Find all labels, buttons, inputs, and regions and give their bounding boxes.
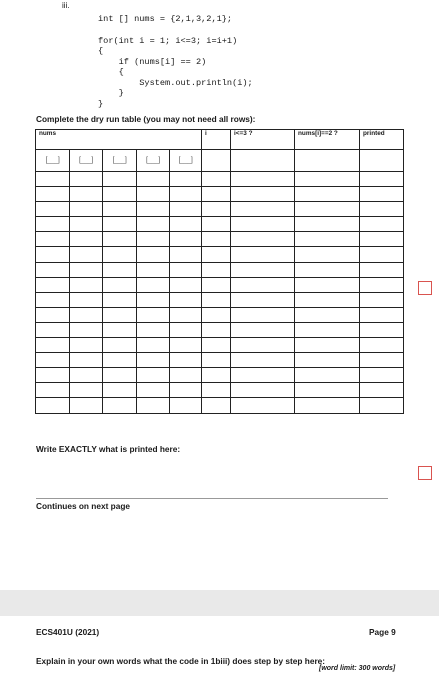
table-cell[interactable]	[70, 262, 103, 277]
table-cell[interactable]	[70, 217, 103, 232]
table-cell[interactable]	[360, 187, 404, 202]
table-cell[interactable]	[360, 398, 404, 413]
table-cell[interactable]	[70, 247, 103, 262]
table-cell[interactable]	[202, 353, 231, 368]
page-number: Page 9	[369, 627, 396, 637]
table-cell[interactable]	[103, 187, 137, 202]
table-cell[interactable]	[295, 247, 360, 262]
table-cell[interactable]	[231, 232, 295, 247]
table-cell[interactable]	[103, 247, 137, 262]
table-cell[interactable]	[137, 277, 170, 292]
table-cell[interactable]	[170, 172, 202, 187]
code-line: int [] nums = {2,1,3,2,1};	[98, 14, 233, 24]
table-cell[interactable]	[231, 150, 295, 172]
table-cell[interactable]	[103, 217, 137, 232]
table-cell[interactable]	[295, 398, 360, 413]
explain-prompt: Explain in your own words what the code in 1biii) does step by step here:	[36, 656, 326, 666]
table-cell[interactable]	[137, 353, 170, 368]
table-cell[interactable]	[170, 353, 202, 368]
code-line: }	[98, 99, 104, 109]
table-cell[interactable]	[360, 353, 404, 368]
table-cell[interactable]	[103, 307, 137, 322]
table-cell[interactable]	[170, 322, 202, 337]
table-cell[interactable]	[103, 322, 137, 337]
table-cell[interactable]	[170, 292, 202, 307]
table-cell[interactable]	[202, 277, 231, 292]
code-line: {	[98, 67, 124, 77]
answer-checkbox[interactable]	[418, 466, 432, 480]
answer-line[interactable]	[36, 498, 388, 499]
table-cell[interactable]	[202, 368, 231, 383]
table-row	[36, 187, 404, 202]
table-cell[interactable]	[103, 277, 137, 292]
table-cell[interactable]	[170, 202, 202, 217]
table-cell[interactable]	[70, 322, 103, 337]
table-cell[interactable]	[202, 187, 231, 202]
table-cell[interactable]	[36, 322, 70, 337]
table-cell[interactable]	[70, 353, 103, 368]
table-cell[interactable]	[202, 232, 231, 247]
table-cell[interactable]	[36, 353, 70, 368]
table-cell[interactable]	[70, 277, 103, 292]
table-cell[interactable]	[202, 150, 231, 172]
table-cell[interactable]	[295, 232, 360, 247]
table-cell[interactable]	[231, 292, 295, 307]
table-cell[interactable]	[70, 383, 103, 398]
table-cell[interactable]	[170, 338, 202, 353]
table-cell[interactable]	[231, 368, 295, 383]
table-cell[interactable]	[137, 292, 170, 307]
table-cell[interactable]	[295, 338, 360, 353]
table-cell[interactable]	[170, 307, 202, 322]
table-cell[interactable]	[231, 383, 295, 398]
table-cell[interactable]	[103, 292, 137, 307]
code-line: for(int i = 1; i<=3; i=i+1)	[98, 36, 238, 46]
table-cell[interactable]	[103, 368, 137, 383]
code-line: if (nums[i] == 2)	[98, 57, 207, 67]
table-cell[interactable]	[295, 150, 360, 172]
table-cell[interactable]	[360, 322, 404, 337]
table-cell[interactable]	[170, 383, 202, 398]
table-cell[interactable]	[231, 187, 295, 202]
table-cell[interactable]	[202, 262, 231, 277]
table-cell[interactable]	[36, 338, 70, 353]
table-cell[interactable]	[295, 383, 360, 398]
table-cell[interactable]	[202, 307, 231, 322]
table-row	[36, 262, 404, 277]
table-cell[interactable]	[295, 262, 360, 277]
table-cell[interactable]	[36, 232, 70, 247]
table-cell[interactable]	[137, 338, 170, 353]
table-cell[interactable]	[137, 247, 170, 262]
table-cell[interactable]	[295, 277, 360, 292]
index-cell[interactable]	[36, 150, 70, 172]
table-cell[interactable]	[202, 338, 231, 353]
table-cell[interactable]	[103, 383, 137, 398]
table-cell[interactable]	[137, 307, 170, 322]
table-cell[interactable]	[70, 338, 103, 353]
header-condition: i<=3 ?	[231, 130, 295, 150]
table-cell[interactable]	[202, 383, 231, 398]
table-cell[interactable]	[202, 398, 231, 413]
index-box: [___]	[45, 157, 60, 164]
table-cell[interactable]	[170, 262, 202, 277]
table-cell[interactable]	[137, 262, 170, 277]
table-cell[interactable]	[103, 262, 137, 277]
table-cell[interactable]	[36, 368, 70, 383]
table-cell[interactable]	[170, 277, 202, 292]
table-cell[interactable]	[295, 353, 360, 368]
table-cell[interactable]	[103, 172, 137, 187]
table-cell[interactable]	[70, 202, 103, 217]
table-cell[interactable]	[170, 368, 202, 383]
index-box: [___]	[78, 157, 94, 164]
table-cell[interactable]	[170, 187, 202, 202]
table-cell[interactable]	[360, 292, 404, 307]
header-nums: nums	[36, 130, 202, 150]
continues-note: Continues on next page	[36, 501, 131, 511]
code-line: System.out.println(i);	[98, 78, 253, 88]
table-cell[interactable]	[295, 292, 360, 307]
table-cell[interactable]	[36, 307, 70, 322]
table-cell[interactable]	[295, 322, 360, 337]
table-cell[interactable]	[36, 398, 70, 413]
index-cell[interactable]	[103, 150, 137, 172]
table-cell[interactable]	[231, 307, 295, 322]
dry-run-instruction: Complete the dry run table (you may not need all rows):	[36, 114, 256, 124]
table-row	[36, 353, 404, 368]
table-cell[interactable]	[36, 247, 70, 262]
table-row	[36, 172, 404, 187]
header-if-check: nums[i]==2 ?	[295, 130, 360, 150]
table-cell[interactable]	[295, 202, 360, 217]
table-cell[interactable]	[36, 262, 70, 277]
table-cell[interactable]	[70, 292, 103, 307]
table-cell[interactable]	[231, 172, 295, 187]
table-row	[36, 232, 404, 247]
question-number: iii.	[62, 1, 70, 10]
table-cell[interactable]	[70, 172, 103, 187]
table-cell[interactable]	[295, 368, 360, 383]
table-cell[interactable]	[231, 338, 295, 353]
table-cell[interactable]	[360, 338, 404, 353]
table-cell[interactable]	[202, 217, 231, 232]
table-row	[36, 368, 404, 383]
table-cell[interactable]	[202, 202, 231, 217]
table-cell[interactable]	[202, 172, 231, 187]
header-printed: printed	[360, 130, 404, 150]
table-cell[interactable]	[36, 292, 70, 307]
table-cell[interactable]	[170, 217, 202, 232]
table-cell[interactable]	[170, 232, 202, 247]
table-row	[36, 217, 404, 232]
table-cell[interactable]	[231, 247, 295, 262]
table-cell[interactable]	[360, 202, 404, 217]
table-row	[36, 307, 404, 322]
index-cell[interactable]	[70, 150, 103, 172]
table-cell[interactable]	[137, 368, 170, 383]
table-cell[interactable]	[360, 368, 404, 383]
table-cell[interactable]	[137, 172, 170, 187]
table-cell[interactable]	[360, 383, 404, 398]
table-cell[interactable]	[231, 398, 295, 413]
table-cell[interactable]	[70, 232, 103, 247]
table-cell[interactable]	[360, 217, 404, 232]
table-row	[36, 202, 404, 217]
printed-output-label: Write EXACTLY what is printed here:	[36, 444, 181, 454]
table-cell[interactable]	[70, 187, 103, 202]
table-cell[interactable]	[36, 217, 70, 232]
table-cell[interactable]	[36, 172, 70, 187]
table-cell[interactable]	[36, 202, 70, 217]
table-cell[interactable]	[231, 277, 295, 292]
table-cell[interactable]	[295, 187, 360, 202]
word-limit: [word limit: 300 words]	[319, 665, 396, 672]
table-cell[interactable]	[360, 262, 404, 277]
index-row	[36, 150, 404, 172]
table-cell[interactable]	[170, 398, 202, 413]
table-cell[interactable]	[202, 322, 231, 337]
table-cell[interactable]	[103, 398, 137, 413]
course-code: ECS401U (2021)	[36, 627, 100, 637]
table-cell[interactable]	[137, 187, 170, 202]
table-cell[interactable]	[103, 338, 137, 353]
table-cell[interactable]	[36, 277, 70, 292]
table-cell[interactable]	[70, 398, 103, 413]
table-row	[36, 383, 404, 398]
table-cell[interactable]	[360, 277, 404, 292]
table-row	[36, 292, 404, 307]
table-cell[interactable]	[360, 172, 404, 187]
dry-run-table	[35, 129, 404, 414]
table-cell[interactable]	[137, 398, 170, 413]
table-cell[interactable]	[231, 202, 295, 217]
table-cell[interactable]	[70, 368, 103, 383]
code-line: }	[98, 88, 124, 98]
table-cell[interactable]	[170, 247, 202, 262]
table-row	[36, 247, 404, 262]
table-cell[interactable]	[295, 307, 360, 322]
table-cell[interactable]	[295, 217, 360, 232]
table-cell[interactable]	[360, 247, 404, 262]
table-header-row	[36, 130, 404, 150]
index-box: [___]	[178, 157, 193, 164]
answer-checkbox[interactable]	[418, 281, 432, 295]
table-cell[interactable]	[202, 292, 231, 307]
table-cell[interactable]	[103, 202, 137, 217]
table-cell[interactable]	[36, 383, 70, 398]
index-cell[interactable]	[170, 150, 202, 172]
table-row	[36, 322, 404, 337]
table-cell[interactable]	[137, 232, 170, 247]
table-cell[interactable]	[103, 353, 137, 368]
table-cell[interactable]	[231, 217, 295, 232]
table-cell[interactable]	[70, 307, 103, 322]
header-i: i	[202, 130, 231, 150]
table-cell[interactable]	[231, 322, 295, 337]
table-cell[interactable]	[137, 383, 170, 398]
code-line: {	[98, 46, 104, 56]
index-box: [___]	[145, 157, 161, 164]
table-cell[interactable]	[36, 187, 70, 202]
index-box: [___]	[112, 157, 127, 164]
table-cell[interactable]	[360, 307, 404, 322]
table-cell[interactable]	[103, 232, 137, 247]
index-cell[interactable]	[137, 150, 170, 172]
table-cell[interactable]	[137, 217, 170, 232]
table-cell[interactable]	[231, 262, 295, 277]
table-cell[interactable]	[202, 247, 231, 262]
table-cell[interactable]	[137, 322, 170, 337]
page-separator	[0, 590, 439, 616]
table-cell[interactable]	[137, 202, 170, 217]
table-cell[interactable]	[231, 353, 295, 368]
table-cell[interactable]	[360, 232, 404, 247]
table-cell[interactable]	[295, 172, 360, 187]
table-cell[interactable]	[360, 150, 404, 172]
table-row	[36, 338, 404, 353]
table-row	[36, 398, 404, 413]
table-row	[36, 277, 404, 292]
